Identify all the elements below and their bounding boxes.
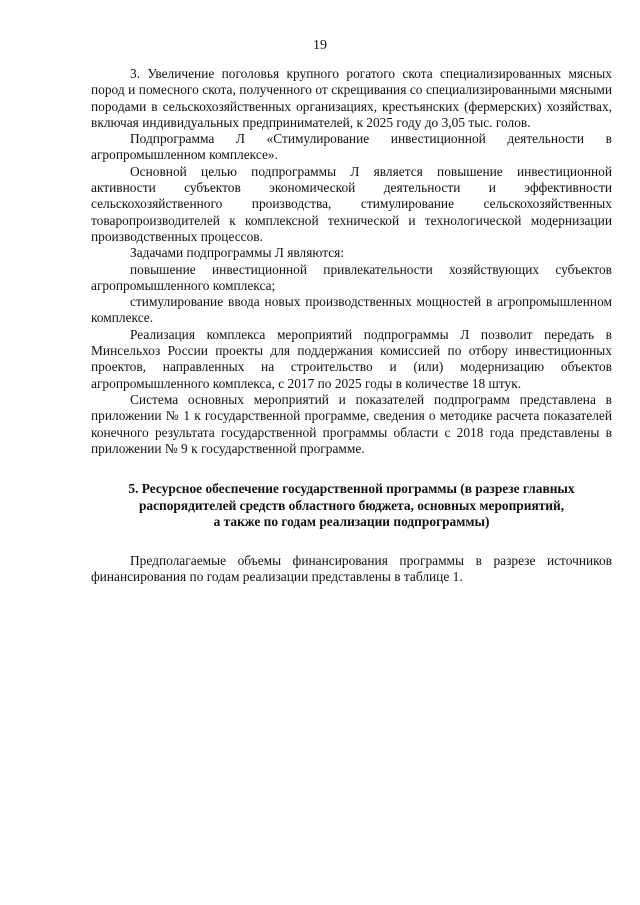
section-heading-line: а также по годам реализации подпрограммы) (213, 514, 490, 530)
paragraph-task-1: повышение инвестиционной привлекательности хозяйствующих субъектов агропромышленного комплекса; (91, 261, 612, 293)
paragraph-indicators-system: Система основных мероприятий и показателей подпрограмм представлена в приложении № 1 к государственной программе, сведения о методике расчета показателей конечного результата государственной программы области с 2018 года представлены в приложении № 9 к государственной программе. (91, 391, 612, 456)
spacer (91, 531, 612, 553)
paragraph-subprogram-goal: Основной целью подпрограммы Л является повышение инвестиционной активности субъектов экономической деятельности и эффективности сельскохозяйственного производства, стимулирование сельскохозяйственных товаропроизводителей к комплексной технической и технологической модернизации производственных процессов. (91, 163, 612, 244)
document-body (91, 66, 612, 586)
paragraph-subprogram-title: Подпрограмма Л «Стимулирование инвестиционной деятельности в агропромышленном комплексе». (91, 131, 612, 163)
section-heading-line: 5. Ресурсное обеспечение государственной программы (в разрезе главных (128, 481, 575, 497)
section-heading (91, 481, 612, 531)
page-number: 19 (313, 38, 327, 53)
section-heading-line: распорядителей средств областного бюджета, основных мероприятий, (138, 497, 565, 513)
paragraph-financing: Предполагаемые объемы финансирования программы в разрезе источников финансирования по годам реализации представлены в таблице 1. (91, 552, 612, 585)
paragraph-tasks-intro: Задачами подпрограммы Л являются: (130, 245, 345, 261)
paragraph-implementation: Реализация комплекса мероприятий подпрограммы Л позволит передать в Минсельхоз России проекты для поддержания комиссией по отбору инвестиционных проектов, направленных на строительство и (или) модернизацию объектов агропромышленного комплекса, с 2017 по 2025 годы в количестве 18 штук. (91, 326, 612, 391)
paragraph-task-2: стимулирование ввода новых производственных мощностей в агропромышленном комплексе. (91, 294, 612, 326)
paragraph-cattle-increase: 3. Увеличение поголовья крупного рогатого скота специализированных мясных пород и помесного скота, полученного от скрещивания со специализированными мясными породами в сельскохозяйственных организациях, крестьянских (фермерских) хозяйствах, включая индивидуальных предпринимателей, к 2025 году до 3,05 тыс. голов. (91, 66, 612, 130)
